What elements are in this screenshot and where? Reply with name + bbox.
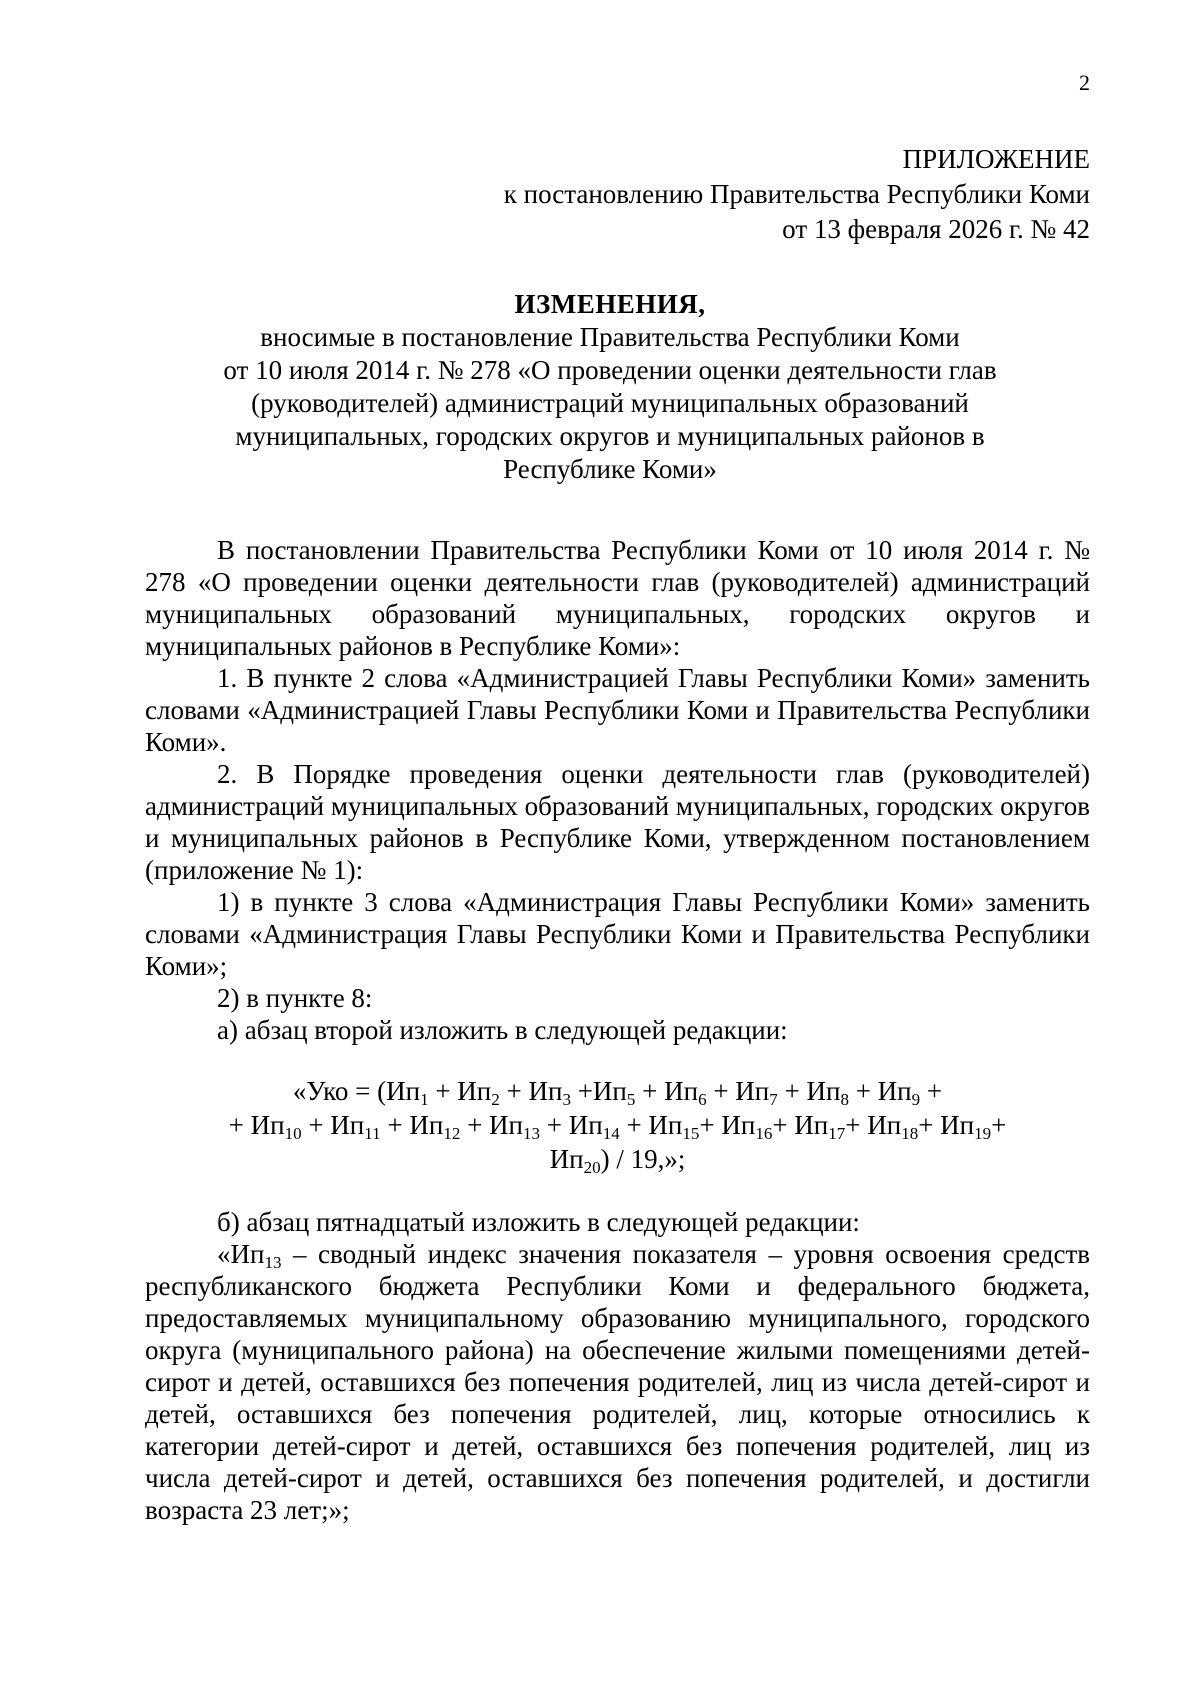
formula-operator: +: [619, 1110, 649, 1140]
formula-subscript: 8: [840, 1090, 849, 1109]
formula-lhs: «Уко = (: [292, 1076, 387, 1106]
formula-subscript: 3: [562, 1090, 571, 1109]
formula-variable: Ип: [664, 1076, 699, 1106]
formula-variable: Ип: [721, 1110, 756, 1140]
definition-paragraph: [145, 1238, 1090, 1526]
formula-variable: Ип: [549, 1144, 584, 1174]
definition-text: – сводный индекс значения показателя – уровня освоения средств республиканского бюджета Республики Коми и федерального бюджета, предоставляемых муниципальному образованию муниципального, городского округа (муниципального района) на обеспечение жилыми помещениями детей-сирот и детей, оставшихся без попечения родителей, лиц из числа детей-сирот и детей, оставшихся без попечения родителей, лиц, которые относились к категории детей-сирот и детей, оставшихся без попечения родителей, лиц из числа детей-сирот и детей, оставшихся без попечения родителей, и достигли возраста 23 лет;»;: [145, 1239, 1090, 1525]
title-line: вносимые в постановление Правительства Республики Коми: [260, 322, 960, 352]
formula-operator: +: [499, 1076, 529, 1106]
formula-variable: Ип: [940, 1110, 975, 1140]
page-number: 2: [1079, 70, 1090, 95]
appendix-resolution: к постановлению Правительства Республики Коми: [503, 179, 1090, 209]
formula: [145, 1074, 1090, 1176]
formula-line-3: [145, 1142, 1090, 1176]
formula-variable: Ип: [735, 1076, 770, 1106]
formula-variable: Ип: [867, 1110, 902, 1140]
title-line: Республике Коми»: [503, 454, 717, 484]
formula-variable: Ип: [489, 1110, 523, 1140]
formula-subscript: 1: [420, 1090, 429, 1109]
formula-subscript: 16: [755, 1124, 773, 1143]
formula-operator: +: [920, 1076, 943, 1106]
formula-operator: +: [777, 1076, 807, 1106]
document-body: [145, 534, 1090, 1526]
formula-subscript: 11: [364, 1124, 381, 1143]
formula-subscript: 15: [682, 1124, 700, 1143]
subitem-2b-paragraph: б) абзац пятнадцатый изложить в следующей редакции:: [217, 1207, 860, 1237]
formula-subscript: 19: [974, 1124, 992, 1143]
title-line: от 10 июля 2014 г. № 278 «О проведении оценки деятельности глав: [223, 355, 997, 385]
appendix-date-number: от 13 февраля 2026 г. № 42: [782, 214, 1090, 244]
item-2-paragraph: 2. В Порядке проведения оценки деятельности глав (руководителей) администраций муниципальных образований муниципальных, городских округов и муниципальных районов в Республике Коми, утвержденном постановлением (приложение № 1):: [145, 759, 1090, 885]
title-block: [140, 288, 1080, 486]
formula-operator: +: [428, 1076, 458, 1106]
formula-line-1: [145, 1074, 1090, 1108]
formula-operator: +: [991, 1110, 1007, 1140]
formula-tail: ) / 19,»;: [600, 1144, 686, 1174]
formula-subscript: 9: [911, 1090, 921, 1109]
formula-variable: Ип: [806, 1076, 841, 1106]
formula-operator: +: [772, 1110, 795, 1140]
appendix-block: [504, 142, 1090, 247]
formula-subscript: 7: [769, 1090, 778, 1109]
formula-operator: +: [570, 1076, 593, 1106]
formula-subscript: 12: [443, 1124, 461, 1143]
formula-operator: +: [635, 1076, 665, 1106]
definition-variable: Ип: [230, 1239, 265, 1269]
formula-variable: Ип: [250, 1110, 285, 1140]
title-line: (руководителей) администраций муниципальных образований: [251, 388, 969, 418]
formula-operator: +: [918, 1110, 941, 1140]
formula-variable: Ип: [648, 1110, 683, 1140]
formula-subscript: 6: [698, 1090, 707, 1109]
formula-subscript: 2: [491, 1090, 500, 1109]
formula-operator: +: [706, 1076, 736, 1106]
formula-subscript: 14: [602, 1124, 620, 1143]
formula-operator: +: [540, 1110, 569, 1140]
formula-variable: Ип: [457, 1076, 492, 1106]
formula-variable: Ип: [330, 1110, 365, 1140]
formula-subscript: 20: [583, 1158, 601, 1177]
formula-variable: Ип: [528, 1076, 563, 1106]
item-1-paragraph: 1. В пункте 2 слова «Администрацией Главы Республики Коми» заменить словами «Администрацией Главы Республики Коми и Правительства Республики Коми».: [145, 663, 1090, 757]
formula-subscript: 5: [626, 1090, 636, 1109]
formula-variable: Ип: [409, 1110, 444, 1140]
formula-variable: Ип: [386, 1076, 421, 1106]
formula-subscript: 17: [828, 1124, 846, 1143]
formula-operator: +: [848, 1076, 878, 1106]
formula-subscript: 13: [523, 1124, 540, 1143]
formula-operator: +: [845, 1110, 868, 1140]
formula-operator: +: [699, 1110, 722, 1140]
formula-subscript: 18: [901, 1124, 919, 1143]
intro-paragraph: В постановлении Правительства Республики Коми от 10 июля 2014 г. № 278 «О проведении оценки деятельности глав (руководителей) администраций муниципальных образований муниципальных, городских округов и муниципальных районов в Республике Коми»:: [145, 535, 1090, 661]
subitem-2a-paragraph: а) абзац второй изложить в следующей редакции:: [217, 1015, 788, 1045]
formula-subscript: 10: [284, 1124, 302, 1143]
formula-operator: +: [228, 1110, 251, 1140]
formula-variable: Ип: [794, 1110, 829, 1140]
doc-title: ИЗМЕНЕНИЯ,: [514, 289, 706, 319]
formula-operator: +: [380, 1110, 410, 1140]
subitem-2-paragraph: 2) в пункте 8:: [217, 983, 373, 1013]
definition-subscript: 13: [264, 1253, 282, 1272]
title-line: муниципальных, городских округов и муниципальных районов в: [235, 421, 985, 451]
subitem-1-paragraph: 1) в пункте 3 слова «Администрация Главы Республики Коми» заменить словами «Администрация Главы Республики Коми и Правительства Республики Коми»;: [145, 887, 1090, 981]
definition-open-quote: «: [217, 1239, 231, 1269]
formula-operator: +: [301, 1110, 331, 1140]
appendix-label: ПРИЛОЖЕНИЕ: [902, 144, 1090, 174]
formula-variable: Ип: [568, 1110, 603, 1140]
formula-variable: Ип: [592, 1076, 627, 1106]
formula-line-2: [145, 1108, 1090, 1142]
formula-variable: Ип: [877, 1076, 912, 1106]
formula-operator: +: [460, 1110, 490, 1140]
